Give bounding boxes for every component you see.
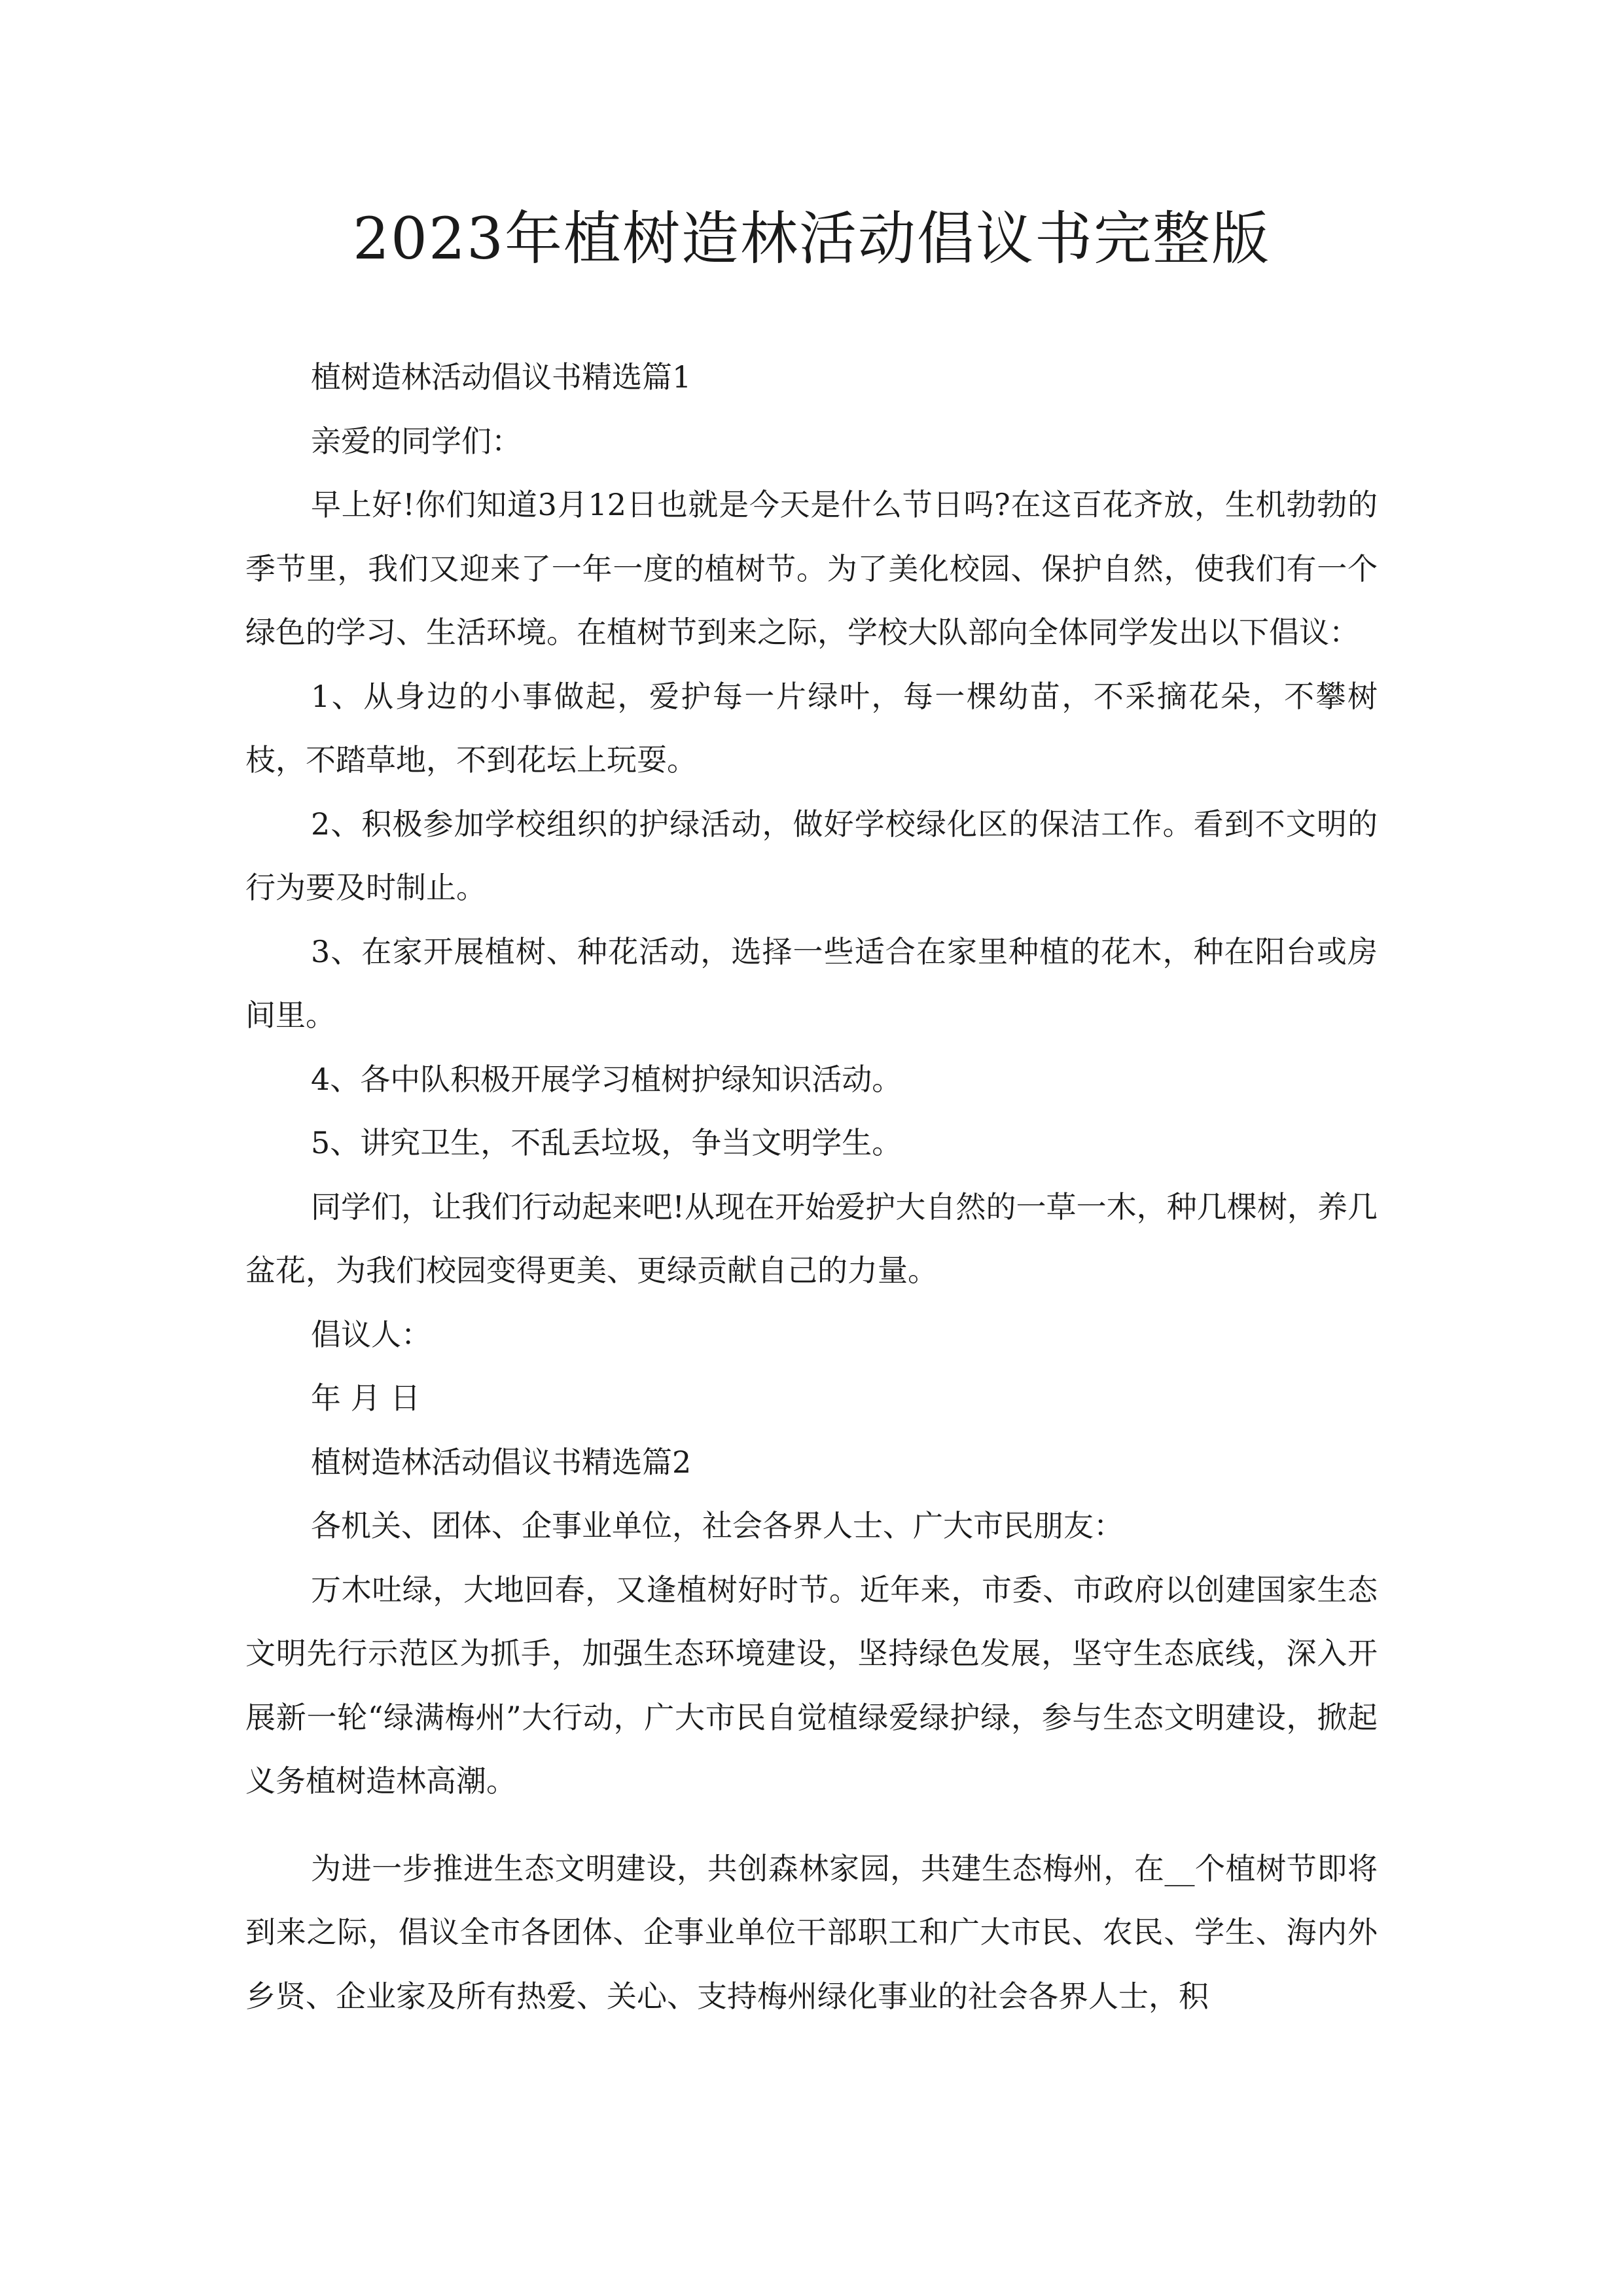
paragraph: 为进一步推进生态文明建设，共创森林家园，共建生态梅州，在__个植树节即将到来之际，倡议全市各团体、企事业单位干部职工和广大市民、农民、学生、海内外乡贤、企业家及所有热爱、关心、支持梅州绿化事业的社会各界人士，积 <box>245 1850 1378 2014</box>
paragraph: 同学们，让我们行动起来吧!从现在开始爱护大自然的一草一木，种几棵树，养几盆花，为我们校园变得更美、更绿贡献自己的力量。 <box>245 1189 1378 1288</box>
salutation: 各机关、团体、企事业单位，社会各界人士、广大市民朋友： <box>311 1508 1124 1543</box>
paragraph: 万木吐绿，大地回春，又逢植树好时节。近年来，市委、市政府以创建国家生态文明先行示范区为抓手，加强生态环境建设，坚持绿色发展，坚守生态底线，深入开展新一轮“绿满梅州”大行动，广大市民自觉植绿爱绿护绿，参与生态文明建设，掀起义务植树造林高潮。 <box>245 1571 1378 1799</box>
proposal-item-4: 4、各中队积极开展学习植树护绿知识活动。 <box>311 1061 902 1097</box>
date-line: 年 月 日 <box>311 1380 421 1416</box>
proposal-item-5: 5、讲究卫生，不乱丢垃圾，争当文明学生。 <box>311 1125 902 1160</box>
section-heading-2: 植树造林活动倡议书精选篇2 <box>311 1444 692 1480</box>
section-heading-1: 植树造林活动倡议书精选篇1 <box>311 359 692 395</box>
salutation: 亲爱的同学们： <box>311 423 522 459</box>
paragraph: 早上好!你们知道3月12日也就是今天是什么节日吗?在这百花齐放，生机勃勃的季节里，我们又迎来了一年一度的植树节。为了美化校园、保护自然，使我们有一个绿色的学习、生活环境。在植树节到来之际，学校大队部向全体同学发出以下倡议： <box>245 487 1378 650</box>
proposal-item-1: 1、从身边的小事做起，爱护每一片绿叶，每一棵幼苗，不采摘花朵，不攀树枝，不踏草地，不到花坛上玩耍。 <box>245 678 1378 778</box>
document-title: 2023年植树造林活动倡议书完整版 <box>353 205 1270 272</box>
proposal-item-2: 2、积极参加学校组织的护绿活动，做好学校绿化区的保洁工作。看到不文明的行为要及时制止。 <box>245 806 1378 905</box>
signature-label: 倡议人： <box>311 1316 431 1352</box>
proposal-item-3: 3、在家开展植树、种花活动，选择一些适合在家里种植的花木，种在阳台或房间里。 <box>245 933 1378 1033</box>
document-body <box>245 346 1378 2028</box>
